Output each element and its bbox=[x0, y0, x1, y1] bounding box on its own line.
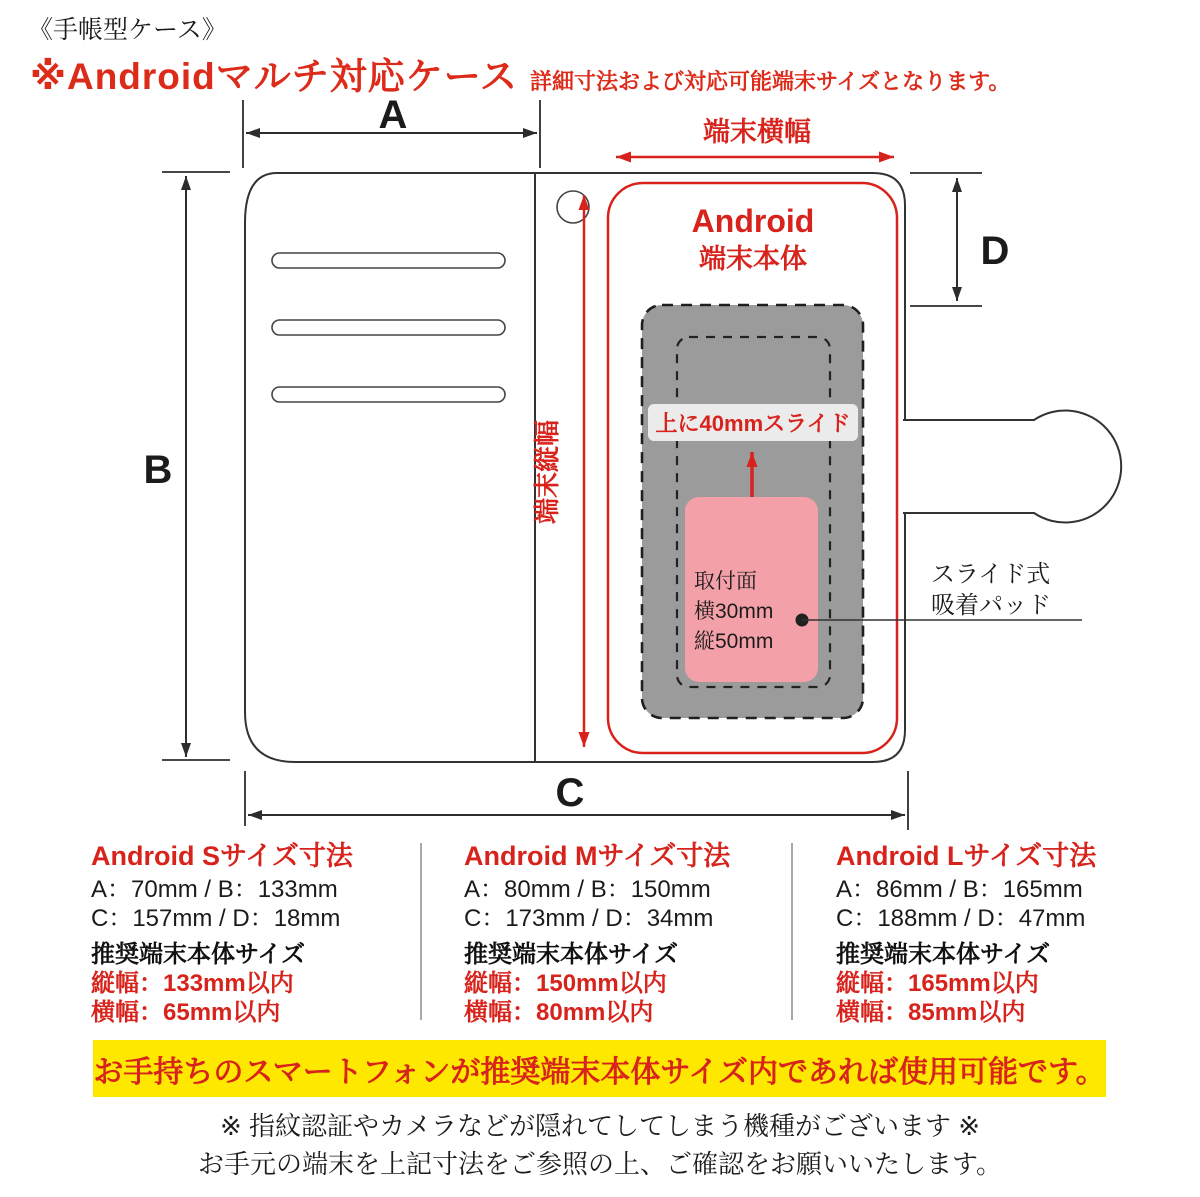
dim-d-label: D bbox=[980, 229, 1010, 273]
size-m-dims-ab: A：80mm / B：150mm bbox=[464, 876, 711, 903]
magnet-clasp-tab bbox=[903, 411, 1121, 523]
mount-surface-line-3: 縦50mm bbox=[694, 630, 774, 653]
device-area-label-2: 端末本体 bbox=[699, 244, 807, 274]
size-m-recommend-label: 推奨端末本体サイズ bbox=[464, 941, 679, 968]
size-l-dims-cd: C：188mm / D：47mm bbox=[836, 905, 1086, 932]
device-width-label: 端末横幅 bbox=[703, 117, 811, 147]
mount-surface-line-2: 横30mm bbox=[694, 600, 774, 623]
size-column-l bbox=[836, 840, 1186, 1027]
size-s-title: Android Sサイズ寸法 bbox=[91, 841, 353, 871]
size-m-title: Android Mサイズ寸法 bbox=[464, 841, 731, 871]
page-title-main: ※Androidマルチ対応ケース bbox=[30, 56, 518, 97]
size-l-dims-ab: A：86mm / B：165mm bbox=[836, 876, 1083, 903]
usability-banner bbox=[93, 1040, 1106, 1097]
size-m-height-limit: 縦幅：150mm以内 bbox=[464, 970, 667, 997]
mount-surface-line-1: 取付面 bbox=[694, 570, 757, 593]
size-s-dims-ab: A：70mm / B：133mm bbox=[91, 876, 338, 903]
size-m-dims-cd: C：173mm / D：34mm bbox=[464, 905, 714, 932]
table-divider bbox=[420, 843, 422, 1020]
case-type-label: 《手帳型ケース》 bbox=[28, 16, 227, 44]
size-s-dims-cd: C：157mm / D：18mm bbox=[91, 905, 341, 932]
size-l-recommend-label: 推奨端末本体サイズ bbox=[836, 941, 1051, 968]
size-column-s bbox=[91, 840, 441, 1027]
dim-c-label: C bbox=[555, 771, 585, 815]
dim-b-label: B bbox=[143, 448, 173, 492]
size-l-height-limit: 縦幅：165mm以内 bbox=[836, 970, 1039, 997]
dim-a-label: A bbox=[378, 93, 408, 137]
page-title-sub: 詳細寸法および対応可能端末サイズとなります。 bbox=[529, 69, 1011, 94]
size-m-width-limit: 横幅：80mm以内 bbox=[464, 999, 654, 1026]
device-height-label: 端末縦幅 bbox=[532, 419, 562, 525]
device-area-label-1: Android bbox=[691, 203, 815, 239]
card-slot bbox=[272, 320, 505, 335]
table-divider bbox=[791, 843, 793, 1020]
size-s-height-limit: 縦幅：133mm以内 bbox=[91, 970, 294, 997]
card-slot bbox=[272, 253, 505, 268]
size-column-m bbox=[464, 840, 814, 1027]
suction-pad-label-2: 吸着パッド bbox=[931, 592, 1051, 619]
size-l-title: Android Lサイズ寸法 bbox=[836, 841, 1097, 871]
size-l-width-limit: 横幅：85mm以内 bbox=[836, 999, 1026, 1026]
caution-note-2: お手元の端末を上記寸法をご参照の上、ご確認をお願いいたします。 bbox=[198, 1149, 1002, 1179]
caution-note-1: ※ 指紋認証やカメラなどが隠れてしてしまう機種がございます ※ bbox=[219, 1111, 981, 1141]
usability-banner-text: お手持ちのスマートフォンが推奨端末本体サイズ内であれば使用可能です。 bbox=[93, 1055, 1106, 1089]
slide-note-label: 上に40mmスライド bbox=[655, 411, 851, 436]
size-s-width-limit: 横幅：65mm以内 bbox=[91, 999, 281, 1026]
size-s-recommend-label: 推奨端末本体サイズ bbox=[91, 941, 306, 968]
card-slot bbox=[272, 387, 505, 402]
suction-pad-label-1: スライド式 bbox=[931, 561, 1051, 588]
